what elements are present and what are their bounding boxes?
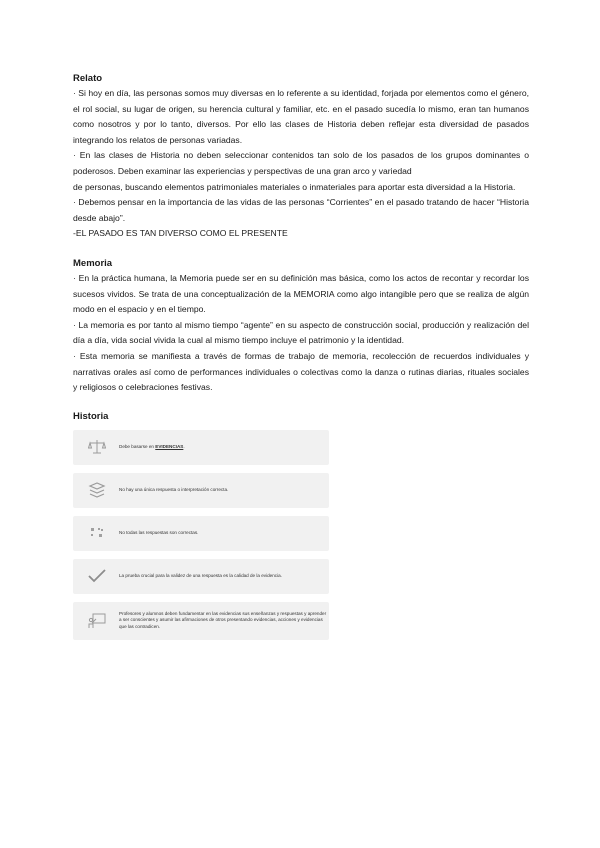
memoria-paragraph-3: · Esta memoria se manifiesta a través de formas de trabajo de memoria, recolección de recuerdos individuales y narrativas orales así como de performances individuales o colectivas como la danza o rutinas diarias, rituales sociales y religiosos o celebraciones festivas.	[73, 350, 529, 393]
section-title-historia: Historia	[73, 410, 109, 422]
historia-card-text: Debe basarse en EVIDENCIAS.	[119, 443, 185, 449]
relato-paragraph-4: · Debemos pensar en la importancia de las vidas de las personas “Corrientes” en el pasado tratando de hacer “Historia desde abajo”.	[73, 197, 529, 223]
section-memoria	[73, 257, 529, 396]
historia-card	[73, 430, 329, 465]
relato-paragraph-1: · Si hoy en día, las personas somos muy diversas en lo referente a su identidad, forjada por elementos como el género, el rol social, su lugar de origen, su herencia cultural y familiar, etc. en el pasado sucedía lo mismo, eran tan humanos como nosotros y por lo tanto, diversos. Por ello las clases de Historia deben reflejar esta diversidad de pasados integrando los relatos de personas variadas.	[73, 88, 529, 145]
historia-card	[73, 602, 329, 640]
historia-card-text: La prueba crucial para la validez de una respuesta es la calidad de la evidencia.	[119, 572, 282, 578]
chalkboard-icon	[87, 611, 107, 631]
check-icon	[87, 566, 107, 586]
section-title-relato: Relato	[73, 73, 103, 84]
historia-card-text: No todas las respuestas son correctas.	[119, 529, 199, 535]
document-page	[73, 72, 529, 648]
section-title-memoria: Memoria	[73, 257, 113, 269]
relato-paragraph-2: · En las clases de Historia no deben seleccionar contenidos tan solo de los pasados de los grupos dominantes o poderosos. Deben examinar las experiencias y perspectivas de una gran arco y variedad	[73, 150, 529, 176]
historia-card	[73, 516, 329, 551]
memoria-paragraph-1: · En la práctica humana, la Memoria puede ser en su definición mas básica, como los actos de recontar y recordar los sucesos vividos. Se trata de una conceptualización de la MEMORIA como algo intangible pero que se realiza de algún modo en el espacio y en el tiempo.	[73, 272, 529, 315]
memoria-paragraph-2: · La memoria es por tanto al mismo tiempo “agente” en su aspecto de construcción social, producción y realización del día a día, vida social vivida la cual al mismo tiempo incluye el patrimonio y la identidad.	[73, 319, 529, 346]
historia-card-text: No hay una única respuesta o interpretación correcta.	[119, 486, 229, 492]
historia-card	[73, 559, 329, 594]
dots-icon	[87, 523, 107, 543]
historia-card-list	[73, 430, 329, 640]
relato-paragraph-5: -EL PASADO ES TAN DIVERSO COMO EL PRESENTE	[73, 228, 288, 239]
historia-card	[73, 473, 329, 508]
section-relato	[73, 72, 529, 242]
relato-paragraph-3: de personas, buscando elementos patrimoniales materiales o inmateriales para aportar esta diversidad a la Historia.	[73, 181, 516, 192]
stack-icon	[87, 480, 107, 500]
scales-icon	[87, 437, 107, 457]
section-historia	[73, 410, 529, 640]
historia-card-text: Profesores y alumnos deben fundamentar en las evidencias sus enseñanzas y respuestas y aprender a ser conscientes y asumir las afirmaciones de otros presentando evidencias, acciones y evidencias que las contradicen.	[119, 610, 327, 629]
